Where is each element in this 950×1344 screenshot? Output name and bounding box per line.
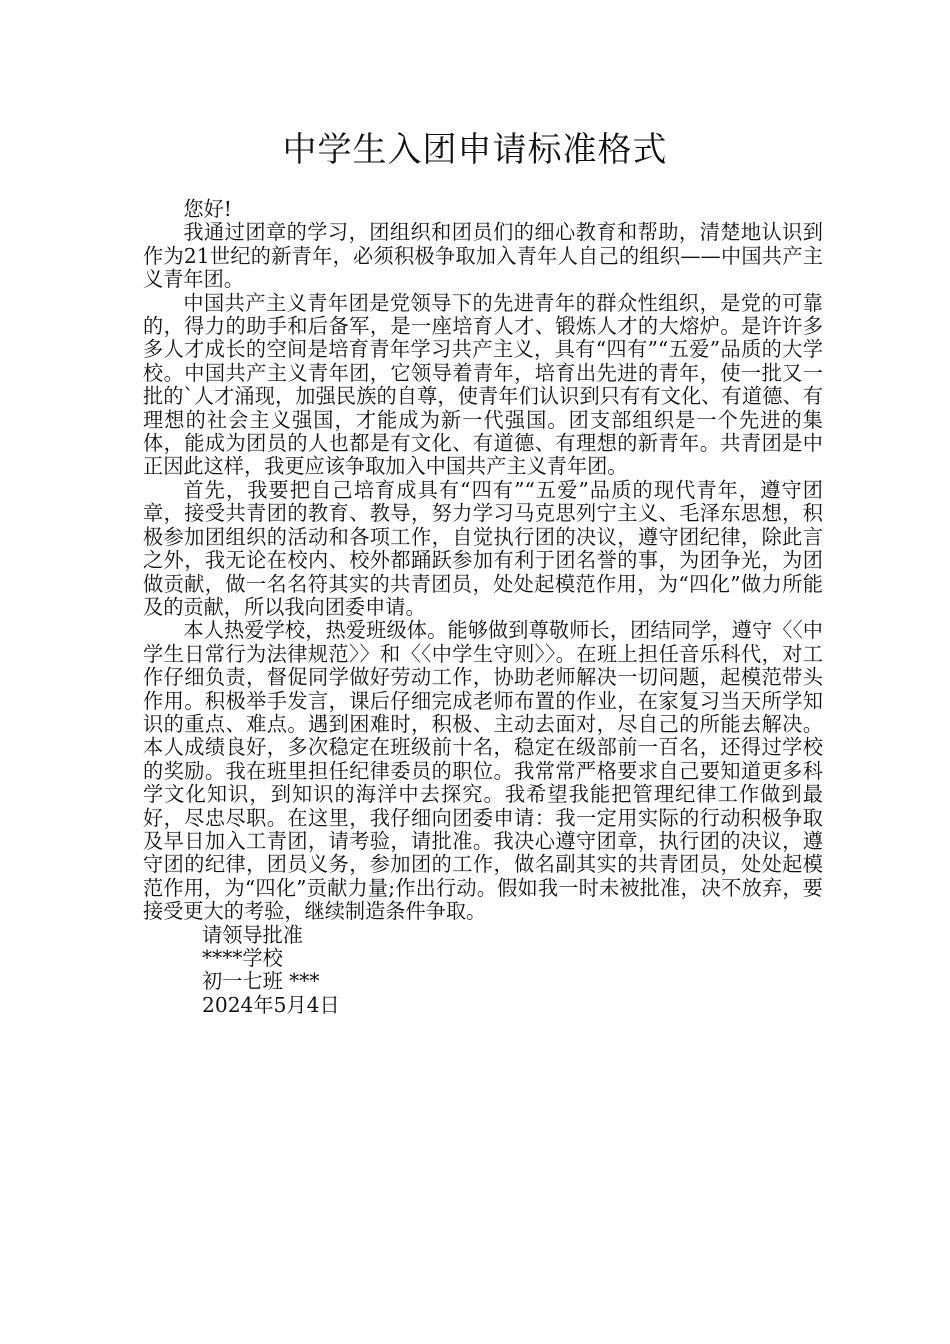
closing-request: 请领导批准 <box>202 922 303 947</box>
paragraph-2: 中国共产主义青年团是党领导下的先进青年的群众性组织，是党的可靠的，得力的助手和后备军，是一座培育人才、锻炼人才的大熔炉。是许许多多人才成长的空间是培育青年学习共产主义，具有“四有”“五爱”品质的大学校。中国共产主义青年团，它领导着青年，培育出先进的青年，使一批又一批的`人才涌现，加强民族的自尊，使青年们认识到只有有文化、有道德、有理想的社会主义强国，才能成为新一代强国。团支部组织是一个先进的集体，能成为团员的人也都是有文化、有道德、有理想的新青年。共青团是中正因此这样，我更应该争取加入中国共产主义青年团。 <box>143 290 823 479</box>
closing-date: 2024年5月4日 <box>202 992 340 1017</box>
closing-school: ****学校 <box>202 946 283 970</box>
greeting: 您好! <box>183 197 232 221</box>
paragraph-1: 我通过团章的学习，团组织和团员们的细心教育和帮助，清楚地认识到作为21世纪的新青年，必须积极争取加入青年人自己的组织——中国共产主义青年团。 <box>143 220 823 292</box>
document-title: 中学生入团申请标准格式 <box>282 130 668 170</box>
letter-closing <box>143 924 823 1018</box>
paragraph-4: 本人热爱学校，热爱班级体。能够做到尊敬师长，团结同学，遵守〈〈中学生日常行为法律规范〉〉和〈〈中学生守则〉〉。在班上担任音乐科代，对工作仔细负责，督促同学做好劳动工作，协助老师解决一切问题，起模范带头作用。积极举手发言，课后仔细完成老师布置的作业，在家复习当天所学知识的重点、难点。遇到困难时，积极、主动去面对，尽自己的所能去解决。本人成绩良好，多次稳定在班级前十名，稳定在级部前一百名，还得过学校的奖励。我在班里担任纪律委员的职位。我常常严格要求自己要知道更多科学文化知识，到知识的海洋中去探究。我希望我能把管理纪律工作做到最好，尽忠尽职。在这里，我仔细向团委申请：我一定用实际的行动积极争取及早日加入工青团，请考验，请批准。我决心遵守团章，执行团的决议，遵守团的纪律，团员义务，参加团的工作，做名副其实的共青团员，处处起模范作用，为“四化”贡献力量;作出行动。假如我一时未被批准，决不放弃，要接受更大的考验，继续制造条件争取。 <box>143 618 823 924</box>
closing-class: 初一七班 *** <box>202 969 320 994</box>
paragraph-3: 首先，我要把自己培育成具有“四有”“五爱”品质的现代青年，遵守团章，接受共青团的教育、教导，努力学习马克思列宁主义、毛泽东思想，积极参加团组织的活动和各项工作，自觉执行团的决议，遵守团纪律，除此言之外，我无论在校内、校外都踊跃参加有利于团名誉的事，为团争光，为团做贡献，做一名名符其实的共青团员，处处起模范作用，为“四化”做力所能及的贡献，所以我向团委申请。 <box>143 477 823 619</box>
letter-body <box>143 198 823 1017</box>
